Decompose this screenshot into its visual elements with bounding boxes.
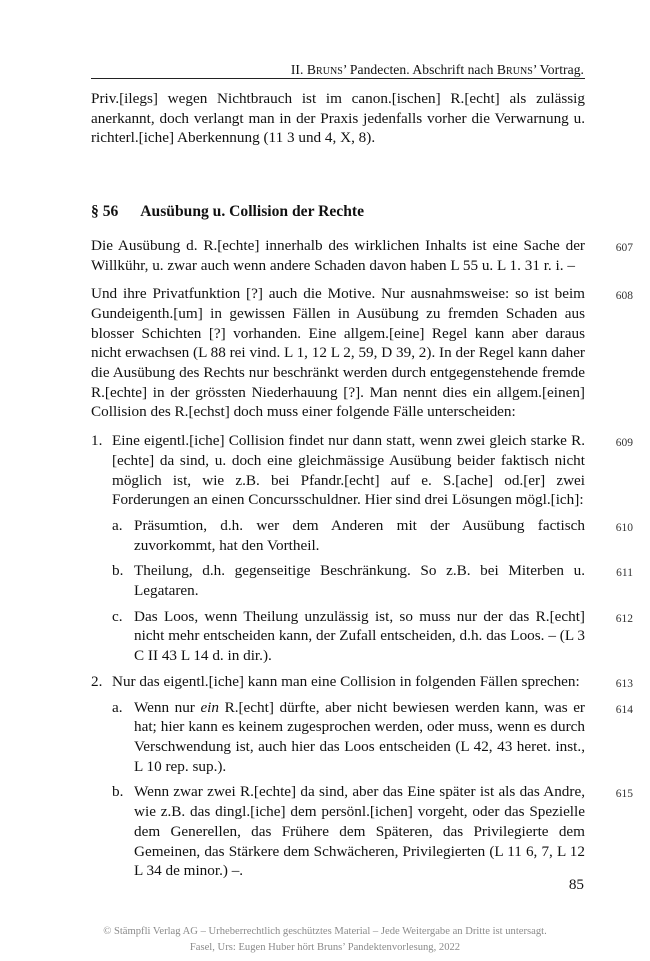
sub-item-letter: b. — [112, 562, 124, 580]
sub-item-1b — [91, 561, 633, 600]
page-body — [91, 89, 633, 881]
sub-item-text: Theilung, d.h. gegenseitige Beschränkung. So z.B. bei Miterben u. Legataren. — [134, 562, 585, 600]
list-item-text: Nur das eigentl.[iche] kann man eine Collision in folgenden Fällen sprechen: — [112, 672, 580, 690]
list-number: 1. — [91, 432, 103, 450]
list-item-2 — [91, 672, 633, 692]
paragraph-text: Und ihre Privatfunktion [?] auch die Motive. Nur ausnahmsweise: so ist beim Gundeigenth.[um] in gewissen Fällen in Ausübung zu fremden Schaden aus blosser Schichten [?] vorhanden. Eine allgem.[eine] Regel kann aber daraus nicht erwachsen (L 88 rei vind. L 1, 12 L 2, 59, D 39, 2). In der Regel kann daher die Ausübung des Rechts nur beschränkt werden durch entgegenstehende fremde R.[echte] in der grössten Niederhauung [?]. Man nennt dies ein allgem.[einen] Collision des R.[echst] doch muss einer folgende Fälle unterscheiden: — [91, 285, 585, 421]
paragraph-608 — [91, 284, 633, 422]
sub-item-letter: a. — [112, 698, 123, 716]
citation-line: Fasel, Urs: Eugen Huber hört Bruns’ Pandektenvorlesung, 2022 — [189, 942, 461, 953]
section-number: § 56 — [91, 203, 119, 221]
margin-number: 611 — [616, 567, 633, 580]
page-number: 85 — [568, 876, 584, 893]
sub-item-letter: c. — [112, 607, 123, 625]
running-header — [291, 62, 584, 78]
margin-number: 608 — [615, 290, 633, 303]
sub-item-letter: a. — [112, 516, 123, 534]
margin-number: 615 — [615, 788, 633, 801]
sub-item-text — [134, 698, 585, 777]
sub-item-letter: b. — [112, 783, 124, 801]
header-author-1: Bruns — [306, 62, 343, 77]
header-author-2: Bruns — [496, 62, 533, 77]
margin-number: 612 — [615, 612, 633, 625]
header-rule — [91, 78, 585, 79]
header-part-3: ’ Vortrag. — [532, 62, 584, 77]
sub-item-text: Präsumtion, d.h. wer dem Anderen mit der Ausübung factisch zuvorkommt, hat den Vortheil. — [134, 516, 585, 554]
emphasis: ein — [200, 698, 219, 716]
paragraph-607 — [91, 236, 633, 275]
intro-paragraph: Priv.[ilegs] wegen Nichtbrauch ist im canon.[ischen] R.[echt] als zulässig anerkannt, doch verlangt man in der Praxis jedenfalls vorher die Verwarnung u. richterl.[iche] Aberkennung (11 3 und 4, X, 8). — [91, 90, 585, 147]
paragraph-text: Die Ausübung d. R.[echte] innerhalb des wirklichen Inhalts ist eine Sache der Willkühr, u. zwar auch wenn andere Schaden davon haben L 55 u. L 1. 31 r. i. – — [91, 236, 585, 274]
header-part-1: II. — [290, 62, 307, 77]
list-item-1 — [91, 431, 633, 510]
list-number: 2. — [91, 672, 103, 690]
section-title: Ausübung u. Collision der Rechte — [140, 203, 365, 221]
margin-number: 609 — [615, 437, 633, 450]
section-heading — [91, 202, 585, 222]
header-part-2: ’ Pandecten. Abschrift nach — [342, 62, 497, 77]
margin-number: 613 — [615, 677, 633, 690]
list-item-text: Eine eigentl.[iche] Collision findet nur dann statt, wenn zwei gleich starke R.[echte] da sind, u. doch eine gleichmässige Ausübung beider faktisch nicht möglich ist, wie z.B. bei Pfandr.[echt] auf e. S.[ache] od.[er] zwei Forderungen an einen Concursschuldner. Hier sind drei Lösungen mögl.[ich]: — [112, 432, 585, 509]
sub-item-text: Das Loos, wenn Theilung unzulässig ist, so muss nur der das R.[echt] nicht mehr entscheiden kann, der Zufall entscheiden, d.h. das Loos. – (L 3 C II 43 L 14 d. in dir.). — [134, 607, 585, 665]
sub-item-2b — [91, 782, 633, 881]
text-before-emphasis: Wenn nur — [134, 698, 201, 716]
margin-number: 610 — [615, 521, 633, 534]
sub-item-1c — [91, 607, 633, 666]
text-after-emphasis: R.[echt] dürfte, aber nicht bewiesen werden kann, was er hat; hier kann es keinem zugesprochen werden, oder muss, wenn es durch Verschwendung ist, auch hier das Loos entscheiden (L 42, 43 heret. inst., L 10 rep. sup.). — [134, 698, 585, 775]
sub-item-text: Wenn zwar zwei R.[echte] da sind, aber das Eine später ist als das Andre, wie z.B. das dingl.[iche] dem persönl.[ichen] vorgeht, oder das Spezielle dem Generellen, das Frühere dem Späteren, das Privilegierte dem Gemeinen, das Stärkere dem Schwächeren, Privilegierten (L 11 6, 7, L 12 L 34 de minor.) –. — [134, 783, 585, 880]
copyright-notice: © Stämpfli Verlag AG – Urheberrechtlich geschütztes Material – Jede Weitergabe an Dritte ist untersagt. — [103, 926, 547, 937]
sub-item-2a — [91, 698, 633, 777]
margin-number: 614 — [615, 703, 633, 716]
margin-number: 607 — [615, 241, 633, 254]
sub-item-1a — [91, 516, 633, 555]
